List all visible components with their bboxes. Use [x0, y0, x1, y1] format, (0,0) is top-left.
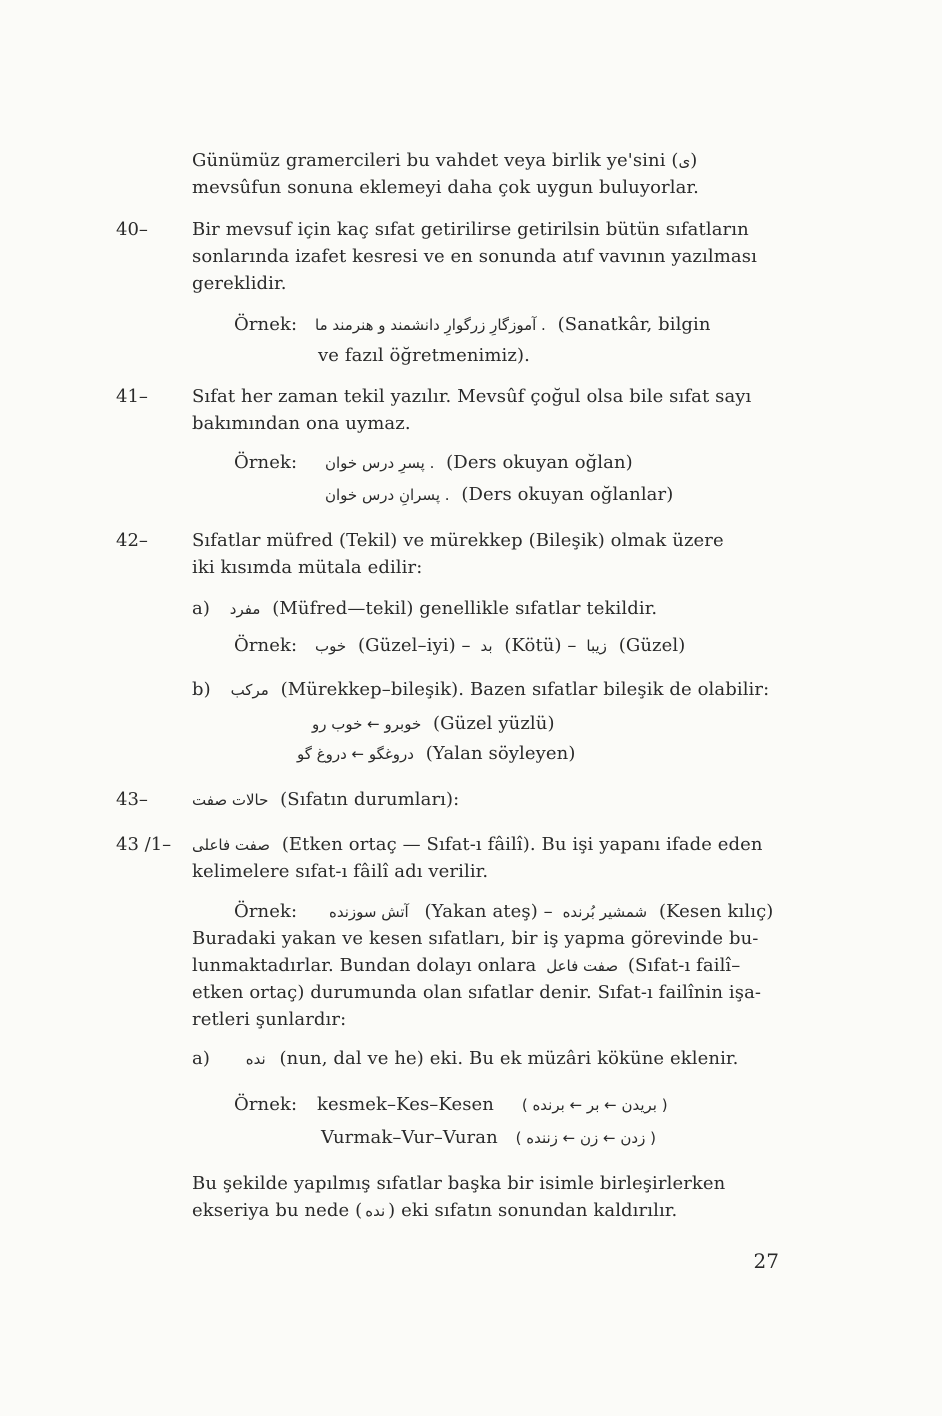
item-label: a)	[192, 598, 210, 619]
s42-item-a	[192, 597, 657, 621]
intro-line-2: mevsûfun sonuna eklemeyi daha çok uygun buluyorlar.	[192, 177, 699, 198]
persian-phrase: صفت فاعل	[546, 957, 619, 975]
persian-phrase: دروغگو ← دروغ گو	[297, 745, 414, 763]
s42-item-b	[192, 678, 769, 702]
s40-example-cont: ve fazıl öğretmenimiz).	[318, 345, 530, 366]
persian-phrase: شمشیر بُرنده	[562, 903, 648, 921]
translation: (Güzel yüzlü)	[433, 713, 555, 734]
paragraph-text: (Sıfat-ı failî–	[627, 955, 741, 976]
s43-1-example	[234, 900, 773, 924]
example-label: Örnek:	[234, 1094, 298, 1115]
translation: (Ders okuyan oğlanlar)	[461, 484, 674, 505]
persian-phrase: . پسرانِ درس خوان	[325, 486, 450, 504]
section-number-40: 40–	[116, 219, 148, 240]
closing-line-1: Bu şekilde yapılmış sıfatlar başka bir isimle birleşirlerken	[192, 1173, 726, 1194]
section-number-41: 41–	[116, 386, 148, 407]
s42-item-b-example-1	[312, 712, 555, 736]
persian-word: ى	[678, 152, 691, 170]
persian-phrase: . پسرِ درس خوان	[325, 454, 435, 472]
example-text: Vurmak–Vur–Vuran	[321, 1127, 498, 1148]
section-number-43-1: 43 /1–	[116, 834, 172, 855]
s43-1-para-line-3: etken ortaç) durumunda olan sıfatlar denir. Sıfat-ı failînin işa-	[192, 982, 762, 1003]
paragraph-text: ekseriya bu nede (	[192, 1200, 363, 1221]
heading-text: (Sıfatın durumları):	[280, 789, 460, 810]
closing-line-2	[192, 1199, 677, 1223]
translation: (Kötü) –	[504, 635, 577, 656]
persian-phrase: ( بريدن ← بر ← برنده )	[521, 1096, 668, 1114]
s40-line-3: gereklidir.	[192, 273, 287, 294]
intro-text: Günümüz gramercileri bu vahdet veya birlik ye'sini (	[192, 150, 679, 171]
persian-phrase: آتش سوزنده	[329, 903, 409, 921]
s43-heading	[192, 788, 459, 812]
s40-example	[234, 313, 711, 337]
s42-item-a-example	[234, 634, 685, 658]
paragraph-text: ) eki sıfatın sonundan kaldırılır.	[388, 1200, 678, 1221]
s43-1-line-2: kelimelere sıfat-ı fâilî adı verilir.	[192, 861, 489, 882]
s40-line-2: sonlarında izafet kesresi ve en sonunda atıf vavının yazılması	[192, 246, 757, 267]
s41-example-2	[325, 483, 673, 507]
s40-line-1: Bir mevsuf için kaç sıfat getirilirse getirilsin bütün sıfatların	[192, 219, 749, 240]
persian-word: خوب	[315, 637, 347, 655]
persian-word: مفرد	[229, 600, 261, 618]
s42-item-b-example-2	[297, 742, 576, 766]
persian-word: زيبا	[586, 637, 607, 655]
persian-phrase: خوبرو ← خوب رو	[312, 715, 422, 733]
persian-word: مركب	[230, 681, 269, 699]
s41-line-2: bakımından ona uymaz.	[192, 413, 411, 434]
s42-line-1: Sıfatlar müfred (Tekil) ve mürekkep (Bileşik) olmak üzere	[192, 530, 724, 551]
section-number-43: 43–	[116, 789, 148, 810]
intro-text: )	[690, 150, 698, 171]
item-text: (Mürekkep–bileşik). Bazen sıfatlar bileşik de olabilir:	[280, 679, 770, 700]
example-label: Örnek:	[234, 314, 298, 335]
item-label: a)	[192, 1048, 210, 1069]
section-number-42: 42–	[116, 530, 148, 551]
persian-phrase: صفت فاعلى	[192, 836, 270, 854]
persian-word: نده	[245, 1050, 266, 1068]
persian-word: نده	[365, 1202, 386, 1220]
translation: (Sanatkâr, bilgin	[557, 314, 711, 335]
s43-1-para-line-4: retleri şunlardır:	[192, 1009, 347, 1030]
intro-line-1	[192, 149, 697, 173]
s43-1-item-a	[192, 1047, 738, 1071]
translation: (Kesen kılıç)	[658, 901, 774, 922]
s43-1-para-line-1: Buradaki yakan ve kesen sıfatları, bir iş yapma görevinde bu-	[192, 928, 759, 949]
s41-example-1	[325, 451, 633, 475]
translation: (Güzel–iyi) –	[358, 635, 471, 656]
s43-1-item-a-example-1	[234, 1093, 668, 1117]
paragraph-text: (Etken ortaç — Sıfat-ı fâilî). Bu işi yapanı ifade eden	[281, 834, 763, 855]
persian-phrase: . آموزگارِ زرگوارِ دانشمند و هنرمند ما	[315, 316, 546, 334]
s41-line-1: Sıfat her zaman tekil yazılır. Mevsûf çoğul olsa bile sıfat sayı	[192, 386, 752, 407]
example-text: kesmek–Kes–Kesen	[317, 1094, 494, 1115]
persian-phrase: ( زدن ← زن ← زننده )	[515, 1129, 656, 1147]
item-text: (nun, dal ve he) eki. Bu ek müzâri köküne eklenir.	[279, 1048, 739, 1069]
s41-example-label: Örnek:	[234, 452, 298, 473]
translation: (Ders okuyan oğlan)	[446, 452, 633, 473]
s43-1-item-a-example-2	[321, 1126, 656, 1150]
translation: (Yakan ateş) –	[424, 901, 553, 922]
paragraph-text: lunmaktadırlar. Bundan dolayı onlara	[192, 955, 537, 976]
s43-1-line-1	[192, 833, 763, 857]
persian-word: بد	[480, 637, 493, 655]
persian-phrase: حالات صفت	[192, 791, 269, 809]
item-text: (Müfred—tekil) genellikle sıfatlar tekildir.	[272, 598, 658, 619]
example-label: Örnek:	[234, 901, 298, 922]
page-number: 27	[753, 1249, 779, 1273]
item-label: b)	[192, 679, 211, 700]
translation: (Güzel)	[618, 635, 686, 656]
translation: (Yalan söyleyen)	[425, 743, 576, 764]
s42-line-2: iki kısımda mütala edilir:	[192, 557, 423, 578]
example-label: Örnek:	[234, 635, 298, 656]
s43-1-para-line-2	[192, 954, 740, 978]
